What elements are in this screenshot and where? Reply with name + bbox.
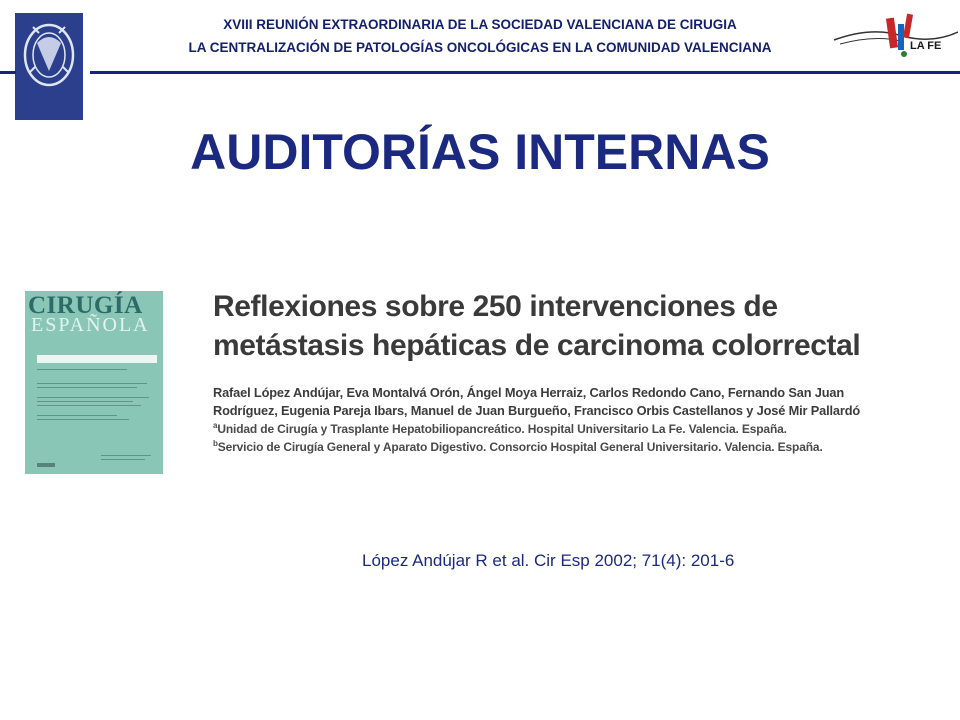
society-seal-icon — [15, 13, 83, 120]
article-authors-line-2: Rodríguez, Eugenia Pareja Ibars, Manuel de Juan Burgueño, Francisco Orbis Castellanos y José Mir Pallardó — [213, 403, 861, 418]
journal-cover-title: CIRUGÍA — [28, 292, 143, 319]
journal-cover-rule — [37, 387, 137, 388]
journal-cover-subtitle: ESPAÑOLA — [31, 314, 150, 336]
hospital-la-fe-logo-icon — [832, 10, 960, 64]
journal-cover-rule — [37, 369, 127, 370]
journal-cover-band — [37, 355, 157, 363]
citation: López Andújar R et al. Cir Esp 2002; 71(4): 201-6 — [362, 551, 735, 570]
header-rule-left — [0, 71, 16, 74]
affiliation-b — [213, 438, 943, 456]
hospital-logo-label: LA FE — [910, 40, 942, 52]
society-seal-logo — [15, 13, 83, 120]
journal-cover-publisher-mark — [37, 463, 55, 467]
journal-cover-rule — [37, 419, 129, 420]
header-rule-right — [90, 71, 960, 74]
affiliation-a — [213, 420, 943, 438]
journal-cover-rule — [37, 397, 149, 398]
article-affiliations — [213, 420, 943, 456]
article-title-line-1: Reflexiones sobre 250 intervenciones de — [213, 290, 778, 323]
article-title-line-2: metástasis hepáticas de carcinoma colorrectal — [213, 329, 861, 362]
journal-cover-rule — [37, 405, 141, 406]
journal-cover-rule — [37, 383, 147, 384]
header-line-1: XVIII REUNIÓN EXTRAORDINARIA DE LA SOCIEDAD VALENCIANA DE CIRUGIA — [223, 17, 737, 32]
article-authors-line-1: Rafael López Andújar, Eva Montalvá Orón, Ángel Moya Herraiz, Carlos Redondo Cano, Fernando San Juan — [213, 385, 845, 400]
journal-cover-rule — [37, 401, 133, 402]
journal-cover — [25, 291, 163, 474]
affiliation-a-text: Unidad de Cirugía y Trasplante Hepatobiliopancreático. Hospital Universitario La Fe. Valencia. España. — [217, 422, 787, 436]
affiliation-b-mark: b — [213, 439, 218, 448]
journal-cover-rule — [37, 415, 117, 416]
header-line-2: LA CENTRALIZACIÓN DE PATOLOGÍAS ONCOLÓGICAS EN LA COMUNIDAD VALENCIANA — [188, 40, 772, 55]
hospital-logo — [832, 10, 960, 64]
journal-cover-rule — [101, 459, 145, 460]
affiliation-a-mark: a — [213, 421, 218, 430]
journal-cover-rule — [101, 455, 151, 456]
article-authors — [213, 384, 943, 420]
affiliation-b-text: Servicio de Cirugía General y Aparato Digestivo. Consorcio Hospital General Universitario. Valencia. España. — [217, 440, 823, 454]
article-title — [213, 287, 933, 365]
slide-title: AUDITORÍAS INTERNAS — [190, 124, 770, 180]
